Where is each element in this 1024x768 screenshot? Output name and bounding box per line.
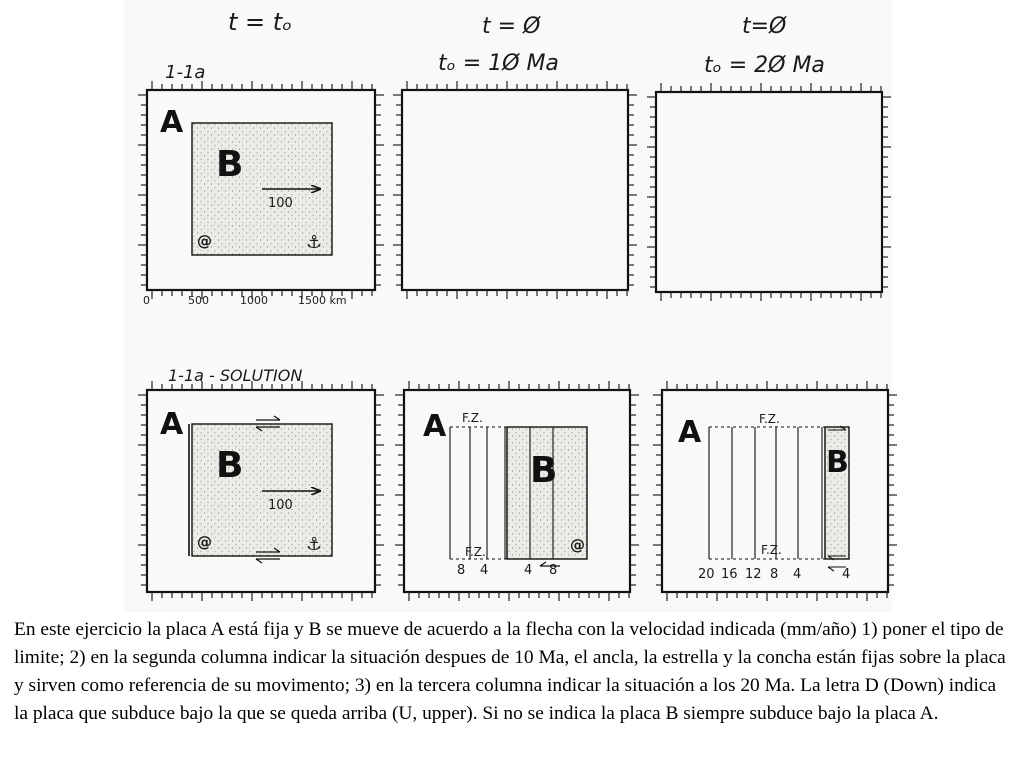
age-label: 12 bbox=[745, 567, 762, 582]
scale-label-0: 0 bbox=[143, 294, 150, 307]
plate-a-label: A bbox=[678, 415, 702, 450]
age-label: 16 bbox=[721, 567, 738, 582]
plate-b-label: B bbox=[826, 445, 849, 480]
age-label: 4 bbox=[842, 567, 851, 582]
plate-b-label: B bbox=[216, 445, 244, 486]
problem-panel-3-empty bbox=[647, 83, 891, 301]
fracture-zone-bottom: F.Z. bbox=[465, 545, 486, 559]
scale-label-500: 500 bbox=[188, 294, 209, 307]
scale-label-1500: 1500 km bbox=[298, 294, 347, 307]
age-labels bbox=[698, 567, 850, 582]
plate-a-label: A bbox=[160, 407, 184, 442]
fracture-zone-top: F.Z. bbox=[462, 411, 483, 425]
anchor-icon: ⚓ bbox=[306, 232, 323, 253]
problem-panel-2-empty bbox=[393, 81, 637, 299]
header-col3-age: tₒ = 2Ø Ma bbox=[704, 53, 825, 78]
plate-b-label: B bbox=[216, 144, 244, 185]
solution-label: 1-1a - SOLUTION bbox=[168, 366, 303, 385]
fracture-zone-bottom: F.Z. bbox=[761, 543, 782, 557]
age-label: 4 bbox=[480, 563, 489, 578]
scale-label-1000: 1000 bbox=[240, 294, 268, 307]
age-label: 8 bbox=[549, 563, 558, 578]
age-labels bbox=[457, 563, 557, 578]
age-label: 20 bbox=[698, 567, 715, 582]
header-col2-age: tₒ = 1Ø Ma bbox=[438, 51, 559, 76]
shell-icon: @ bbox=[197, 232, 212, 250]
scale-bar bbox=[143, 294, 347, 307]
fracture-zone-top: F.Z. bbox=[759, 412, 780, 426]
velocity-label: 100 bbox=[268, 498, 293, 513]
problem-panel-1 bbox=[138, 81, 384, 299]
plate-a-label: A bbox=[423, 409, 447, 444]
anchor-icon: ⚓ bbox=[306, 534, 323, 555]
header-col2-time: t = Ø bbox=[482, 14, 541, 39]
ridge-lines bbox=[709, 427, 825, 559]
age-label: 4 bbox=[524, 563, 533, 578]
header-col1: t = tₒ bbox=[228, 8, 293, 36]
solution-panel-1 bbox=[138, 381, 384, 601]
solution-panel-3 bbox=[653, 381, 897, 601]
problem-label: 1-1a bbox=[165, 62, 206, 83]
header-col3-time: t=Ø bbox=[742, 14, 787, 39]
shell-icon: @ bbox=[570, 536, 585, 554]
age-label: 8 bbox=[457, 563, 466, 578]
caption-text: En este ejercicio la placa A está fija y B se mueve de acuerdo a la flecha con la velocidad indicada (mm/año) 1) poner el tipo de limite; 2) en la segunda columna indicar la situación despues de 10 Ma, el ancla, la estrella y la concha están fijas sobre la placa y sirven como referencia de su movimento; 3) en la tercera columna indicar la situación a los 20 Ma. La letra D (Down) indica la placa que subduce bajo la que se queda arriba (U, upper). Si no se indica la placa B siempre subduce bajo la placa A. bbox=[14, 619, 1006, 724]
plate-a-label: A bbox=[160, 105, 184, 140]
shell-icon: @ bbox=[197, 533, 212, 551]
exercise-instructions bbox=[14, 616, 1014, 728]
solution-panel-2 bbox=[395, 381, 639, 601]
velocity-label: 100 bbox=[268, 196, 293, 211]
age-label: 8 bbox=[770, 567, 779, 582]
age-label: 4 bbox=[793, 567, 802, 582]
plate-b-label: B bbox=[530, 450, 558, 491]
